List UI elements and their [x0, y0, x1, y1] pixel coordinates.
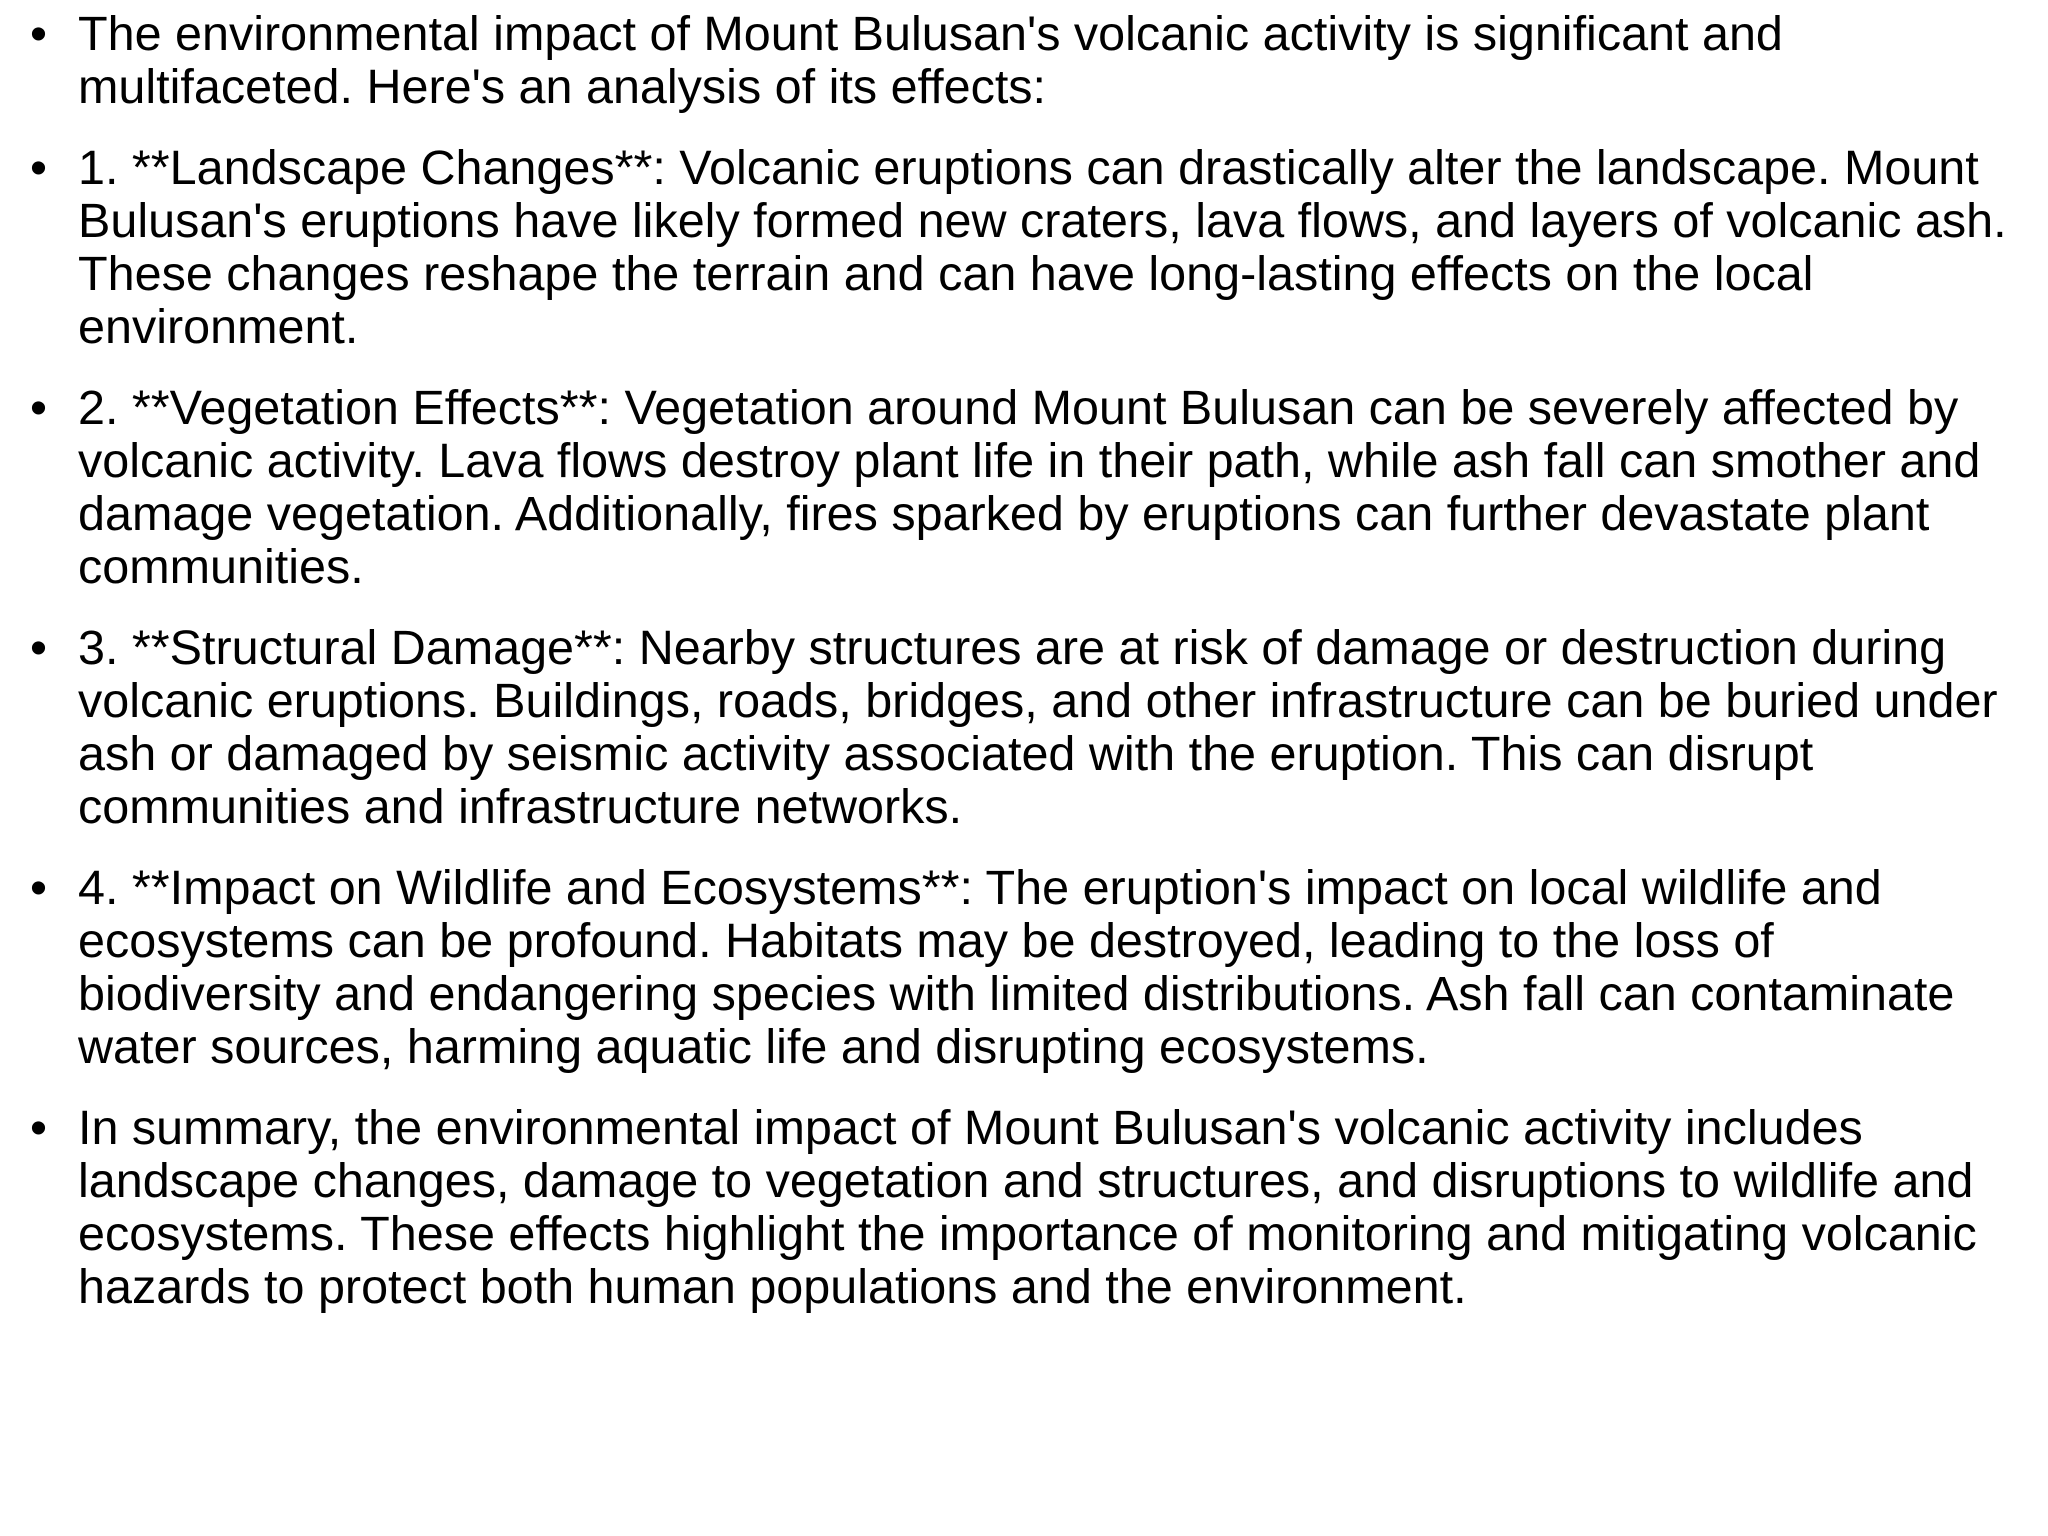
bullet-text: In summary, the environmental impact of Mount Bulusan's volcanic activity includes landscape changes, damage to vegetation and structures, and disruptions to wildlife and ecosystems. These effects highlight the importance of monitoring and mitigating volcanic hazards to protect both human populations and the environment.	[78, 1101, 1977, 1314]
bullet-list	[30, 8, 2025, 1342]
bullet-item-landscape-changes	[30, 142, 2025, 354]
bullet-item-wildlife-ecosystems	[30, 862, 2025, 1074]
bullet-icon: •	[30, 7, 47, 61]
bullet-item-summary	[30, 1102, 2025, 1314]
bullet-text: 1. **Landscape Changes**: Volcanic eruptions can drastically alter the landscape. Mount Bulusan's eruptions have likely formed new craters, lava flows, and layers of volcanic ash. These changes reshape the terrain and can have long-lasting effects on the local environment.	[78, 141, 2007, 354]
bullet-icon: •	[30, 621, 47, 675]
bullet-icon: •	[30, 381, 47, 435]
bullet-item-intro	[30, 8, 2025, 114]
bullet-item-structural-damage	[30, 622, 2025, 834]
bullet-text: The environmental impact of Mount Bulusan's volcanic activity is significant and multifaceted. Here's an analysis of its effects:	[78, 7, 1783, 114]
bullet-icon: •	[30, 1101, 47, 1155]
bullet-text: 4. **Impact on Wildlife and Ecosystems**: The eruption's impact on local wildlife and ecosystems can be profound. Habitats may be destroyed, leading to the loss of biodiversity and endangering species with limited distributions. Ash fall can contaminate water sources, harming aquatic life and disrupting ecosystems.	[78, 861, 1955, 1074]
bullet-icon: •	[30, 141, 47, 195]
bullet-icon: •	[30, 861, 47, 915]
bullet-item-vegetation-effects	[30, 382, 2025, 594]
bullet-text: 3. **Structural Damage**: Nearby structures are at risk of damage or destruction during volcanic eruptions. Buildings, roads, bridges, and other infrastructure can be buried under ash or damaged by seismic activity associated with the eruption. This can disrupt communities and infrastructure networks.	[78, 621, 1998, 834]
bullet-text: 2. **Vegetation Effects**: Vegetation around Mount Bulusan can be severely affected by volcanic activity. Lava flows destroy plant life in their path, while ash fall can smother and damage vegetation. Additionally, fires sparked by eruptions can further devastate plant communities.	[78, 381, 1981, 594]
